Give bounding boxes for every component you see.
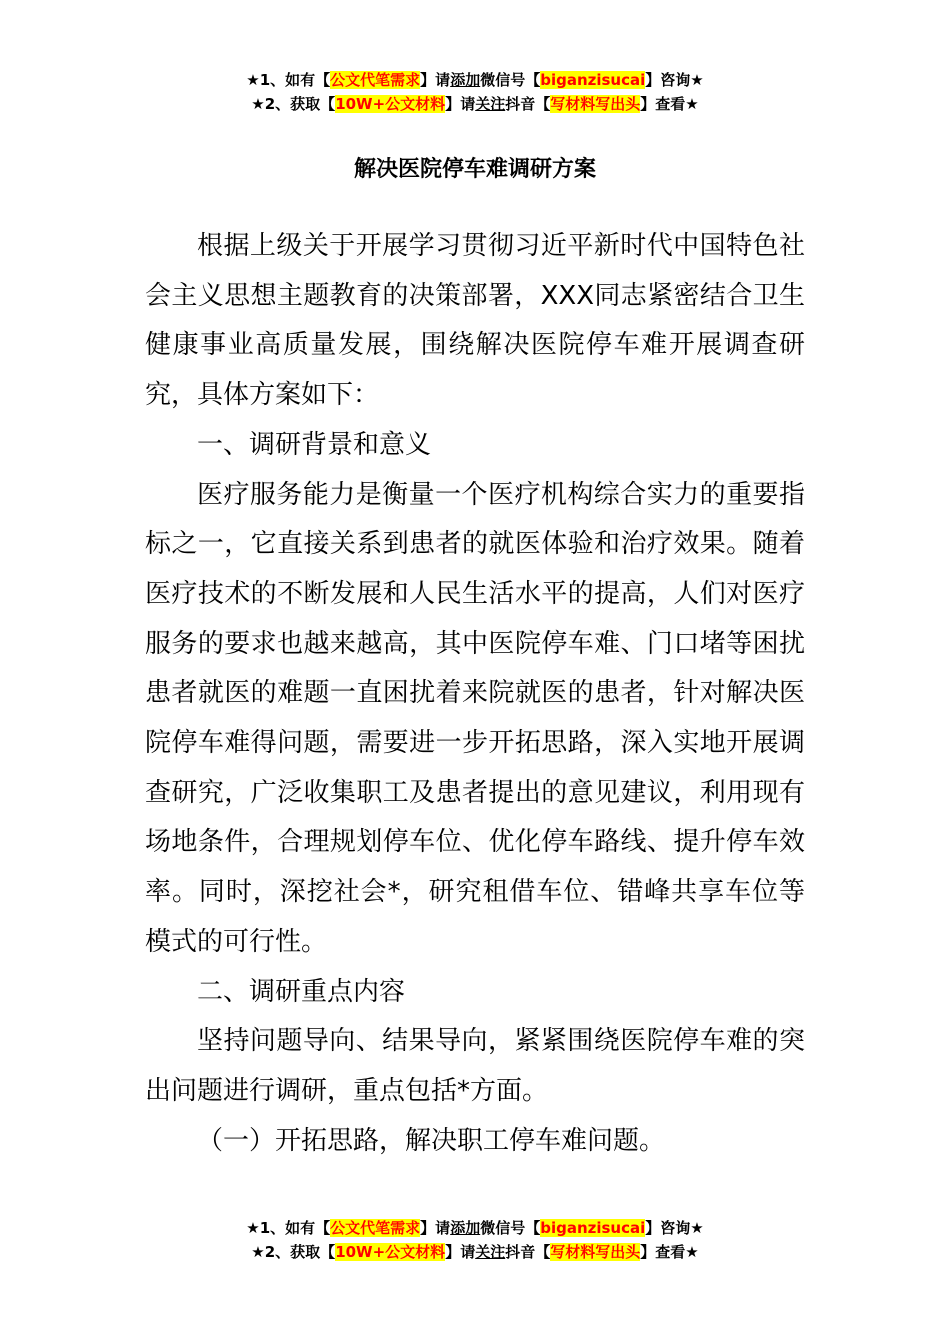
promo-text: 】咨询★ <box>645 1219 704 1237</box>
promo-line-2 <box>0 92 950 116</box>
document-body <box>145 222 805 1166</box>
document-title: 解决医院停车难调研方案 <box>353 157 596 182</box>
promo-banner-bottom <box>0 1216 950 1264</box>
promo-text: 微信号【 <box>480 71 541 89</box>
paragraph-key-content: 坚持问题导向、结果导向，紧紧围绕医院停车难的突出问题进行调研，重点包括*方面。 <box>145 1026 805 1106</box>
promo-text: 】查看★ <box>640 1243 699 1261</box>
promo-highlight-douyin-id: 写材料写出头 <box>550 95 641 113</box>
promo-highlight: 10W+公文材料 <box>335 95 446 113</box>
promo-line-1 <box>0 1216 950 1240</box>
promo-underline: 添加 <box>450 1219 481 1237</box>
promo-highlight-wechat-id: biganzisucai <box>540 1219 646 1237</box>
promo-text: ★2、获取【 <box>251 95 336 113</box>
promo-text: ★1、如有【 <box>246 1219 331 1237</box>
promo-line-2 <box>0 1240 950 1264</box>
promo-underline: 添加 <box>450 71 481 89</box>
promo-highlight: 公文代笔需求 <box>330 1219 421 1237</box>
promo-highlight: 公文代笔需求 <box>330 71 421 89</box>
promo-banner-top <box>0 68 950 116</box>
promo-text: ★2、获取【 <box>251 1243 336 1261</box>
promo-text: 】咨询★ <box>645 71 704 89</box>
promo-underline: 关注 <box>475 1243 506 1261</box>
paragraph-background: 医疗服务能力是衡量一个医疗机构综合实力的重要指标之一，它直接关系到患者的就医体验和治疗效果。随着医疗技术的不断发展和人民生活水平的提高，人们对医疗服务的要求也越来越高，其中医院停车难、门口堵等困扰患者就医的难题一直困扰着来院就医的患者，针对解决医院停车难得问题，需要进一步开拓思路，深入实地开展调查研究，广泛收集职工及患者提出的意见建议，利用现有场地条件，合理规划停车位、优化停车路线、提升停车效率。同时，深挖社会*，研究租借车位、错峰共享车位等模式的可行性。 <box>145 479 805 957</box>
heading-key-content: 二、调研重点内容 <box>197 976 406 1007</box>
promo-text: 】请 <box>445 1243 476 1261</box>
promo-line-1 <box>0 68 950 92</box>
promo-text: 抖音【 <box>505 1243 551 1261</box>
promo-text: ★1、如有【 <box>246 71 331 89</box>
subheading-staff-parking: （一）开拓思路，解决职工停车难问题。 <box>197 1125 666 1156</box>
promo-text: 微信号【 <box>480 1219 541 1237</box>
promo-highlight-douyin-id: 写材料写出头 <box>550 1243 641 1261</box>
promo-text: 】请 <box>420 71 451 89</box>
promo-text: 抖音【 <box>505 95 551 113</box>
promo-highlight-wechat-id: biganzisucai <box>540 71 646 89</box>
heading-background: 一、调研背景和意义 <box>197 429 432 460</box>
promo-text: 】请 <box>420 1219 451 1237</box>
paragraph-intro: 根据上级关于开展学习贯彻习近平新时代中国特色社会主义思想主题教育的决策部署，XXX同志紧密结合卫生健康事业高质量发展，围绕解决医院停车难开展调查研究，具体方案如下： <box>145 231 805 411</box>
promo-underline: 关注 <box>475 95 506 113</box>
promo-highlight: 10W+公文材料 <box>335 1243 446 1261</box>
promo-text: 】请 <box>445 95 476 113</box>
promo-text: 】查看★ <box>640 95 699 113</box>
